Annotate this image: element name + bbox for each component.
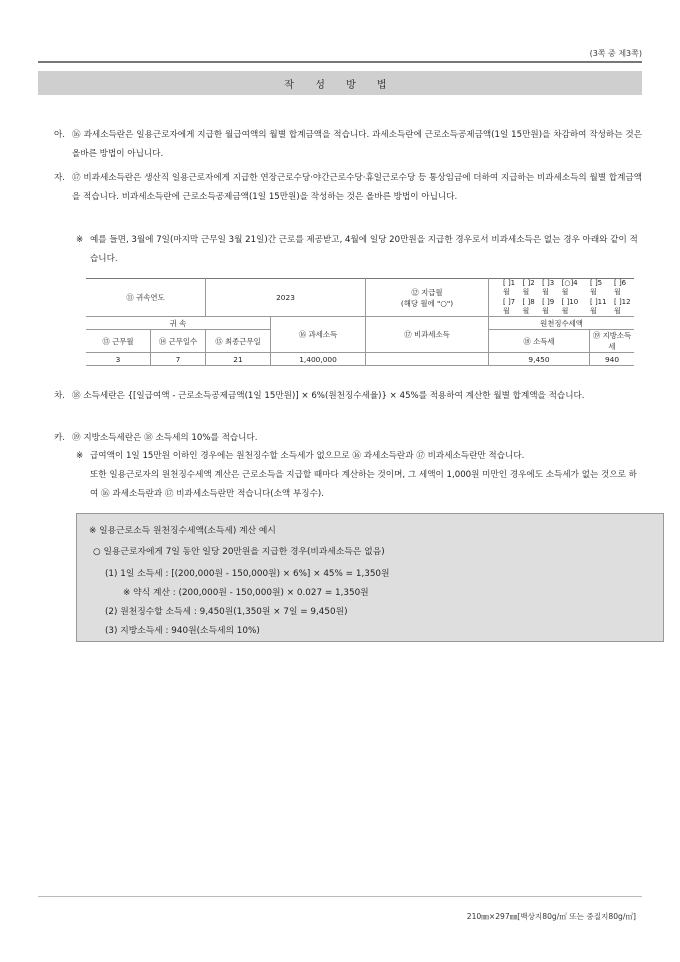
- nontaxable-value: [366, 353, 489, 366]
- paragraph-ja: [54, 169, 642, 207]
- page-number: (3쪽 중 제3쪽): [589, 49, 642, 58]
- paragraph-text: ⑱ 소득세란은 {[일급여액 - 근로소득공제금액(1일 15만원)] × 6%(원천징수세율)} × 45%를 적용하여 계산한 월별 합계액을 적습니다.: [72, 391, 585, 401]
- section-title: 작 성 방 법: [38, 71, 642, 95]
- example-step-1-note: ※ 약식 계산 : (200,000원 - 150,000원) × 0.027 = 1,350원: [123, 588, 369, 598]
- note-mark: ※: [76, 451, 84, 461]
- paragraph-cha: [54, 387, 642, 406]
- month-item: [ ]5월: [590, 279, 603, 296]
- month-item: [ ]2월: [522, 279, 535, 296]
- month-item: [ ]8월: [522, 298, 535, 315]
- paragraph-label: 차.: [54, 391, 66, 401]
- bottom-rule: [38, 896, 642, 897]
- month-item: [ ]1월: [503, 279, 516, 296]
- note-text: 또한 일용근로자의 원천징수세액 계산은 근로소득을 지급할 때마다 계산하는 것이며, 그 세액이 1,000원 미만인 경우에도 소득세가 없는 것으로 하여 ⑯ 과세소득란과 ⑰ 비과세소득란만 적습니다(소액 부징수).: [90, 470, 637, 499]
- note-text: 급여액이 1일 15만원 이하인 경우에는 원천징수할 소득세가 없으므로 ⑯ 과세소득란과 ⑰ 비과세소득란만 적습니다.: [90, 451, 525, 461]
- paragraph-a: [54, 126, 642, 164]
- local-tax-header: ⑲ 지방소득세: [590, 330, 635, 353]
- paragraph-label: 카.: [54, 433, 66, 443]
- income-tax-value: 9,450: [489, 353, 590, 366]
- withholding-header: 원천징수세액: [489, 317, 635, 330]
- top-rule: [38, 61, 642, 63]
- attribution-header: 귀 속: [86, 317, 271, 330]
- example-case: ○ 일용근로자에게 7일 동안 일당 20만원을 지급한 경우(비과세소득은 없음): [93, 547, 385, 557]
- month-item: [ ]9월: [542, 298, 555, 315]
- month-item: [ ]3월: [542, 279, 555, 296]
- note-mark: ※: [76, 235, 84, 245]
- example-title: ※ 일용근로소득 원천징수세액(소득세) 계산 예시: [89, 526, 276, 536]
- small-amount-note: [76, 447, 642, 504]
- income-tax-header: ⑱ 소득세: [489, 330, 590, 353]
- paragraph-ka: [54, 429, 642, 448]
- year-label: ⑪ 귀속연도: [86, 279, 206, 317]
- work-days-header: ⑭ 근무일수: [151, 330, 206, 353]
- paragraph-text: ⑯ 과세소득란은 일용근로자에게 지급한 월급여액의 월별 합계금액을 적습니다. 과세소득란에 근로소득공제금액(1일 15만원)을 차감하여 작성하는 것은 올바른 방법이 아닙니다.: [72, 130, 642, 159]
- month-item: [ ]6월: [614, 279, 627, 296]
- month-item: [ ]11월: [590, 298, 607, 315]
- taxable-header: ⑯ 과세소득: [271, 317, 366, 353]
- taxable-value: 1,400,000: [271, 353, 366, 366]
- paragraph-text: ⑲ 지방소득세란은 ⑱ 소득세의 10%를 적습니다.: [72, 433, 258, 443]
- month-checklist: [489, 279, 635, 317]
- work-month-value: 3: [86, 353, 151, 366]
- table-row: [86, 353, 634, 366]
- paragraph-label: 자.: [54, 173, 66, 183]
- month-item: [ ]7월: [503, 298, 516, 315]
- note-text: 예를 들면, 3월에 7일(마지막 근무일 3월 21일)간 근로를 제공받고, 4월에 일당 20만원을 지급한 경우로서 비과세소득은 없는 경우 아래와 같이 적습니다.: [90, 235, 638, 264]
- paragraph-label: 아.: [54, 130, 66, 140]
- example-step-3: (3) 지방소득세 : 940원(소득세의 10%): [105, 626, 260, 636]
- local-tax-value: 940: [590, 353, 635, 366]
- example-step-2: (2) 원천징수할 소득세 : 9,450원(1,350원 × 7일 = 9,450원): [105, 607, 348, 617]
- work-days-value: 7: [151, 353, 206, 366]
- month-item: [ ]12월: [614, 298, 631, 315]
- pay-month-label: ⑫ 지급월: [411, 287, 443, 297]
- example-note: [76, 231, 642, 269]
- nontaxable-header: ⑰ 비과세소득: [366, 317, 489, 353]
- last-day-value: 21: [206, 353, 271, 366]
- calculation-example-box: [76, 513, 664, 642]
- year-value: 2023: [206, 279, 366, 317]
- example-table: [86, 278, 634, 366]
- month-item: [ ]10월: [561, 298, 579, 315]
- paper-spec: 210㎜×297㎜[백상지80g/㎡ 또는 중질지80g/㎡]: [466, 912, 636, 921]
- example-step-1: (1) 1일 소득세 : [(200,000원 - 150,000원) × 6%] × 45% = 1,350원: [105, 569, 390, 579]
- pay-month-cell: [366, 279, 489, 317]
- paragraph-text: ⑰ 비과세소득란은 생산직 일용근로자에게 지급한 연장근로수당·야간근로수당·휴일근로수당 등 통상임금에 더하여 지급하는 비과세소득의 월별 합계금액을 적습니다. 비과세소득란에 근로소득공제금액(1일 15만원)을 작성하는 것은 올바른 방법이 아닙니다.: [72, 173, 642, 202]
- pay-month-sub: (해당 월에 "○"): [400, 298, 454, 308]
- month-item: [○]4월: [561, 279, 578, 296]
- work-month-header: ⑬ 근무월: [86, 330, 151, 353]
- last-day-header: ⑮ 최종근무일: [206, 330, 271, 353]
